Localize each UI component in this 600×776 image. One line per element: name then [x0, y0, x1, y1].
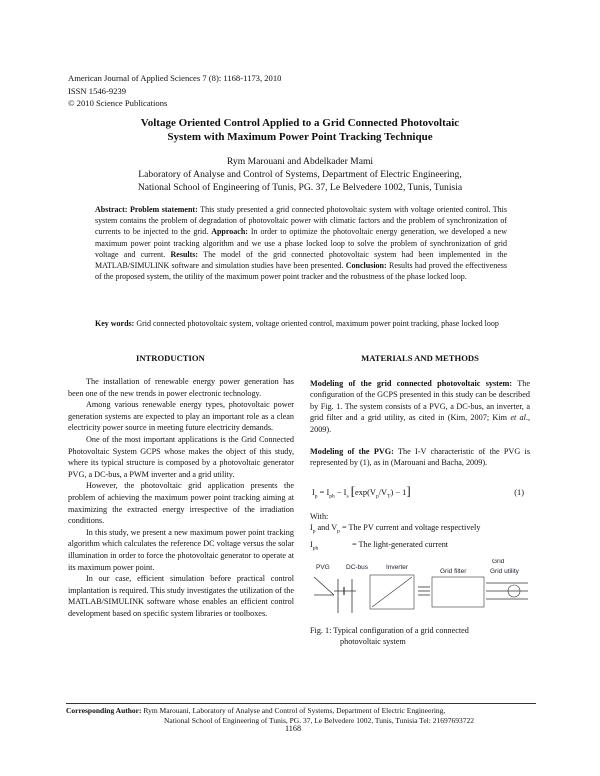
- keywords: [95, 318, 507, 329]
- journal-issn: ISSN 1546-9239: [68, 85, 127, 96]
- fig-label-dc-bus: DC-bus: [346, 563, 369, 571]
- et-al: et al: [510, 413, 526, 423]
- intro-paragraph: One of the most important applications is the Grid Connected Photovoltaic System GCPS whose makes the object of this study, where its typical structure is composed by a photovoltaic generator PVG, a DC-bus, a PWM inverter and a grid utility.: [68, 434, 294, 479]
- gcps-text-b: ., 2009).: [310, 413, 531, 434]
- corresponding-author: [66, 703, 536, 726]
- introduction-body: [68, 376, 294, 619]
- fig-label-pvg: PVG: [316, 563, 330, 571]
- gcps-text-a: The configuration of the GCPS presented in this study can be described by Fig. 1. The system consists of a PVG, a DC-bus, an inverter, a grid filter and a grid utility, as cited in (Kim, 2007; Kim: [310, 378, 530, 423]
- journal-citation: American Journal of Applied Sciences 7 (8): 1168-1173, 2010: [68, 73, 282, 83]
- keywords-label: Key words:: [95, 319, 135, 328]
- symbol-iph: $I_{ph}$: [310, 539, 319, 552]
- symbol-ip-vp: $I_p$ and $V_p$: [310, 523, 340, 535]
- fig-label-inverter: Inverter: [386, 563, 409, 571]
- fig-caption-line-1: Fig. 1: Typical configuration of a grid connected: [310, 625, 469, 635]
- abstract: [95, 204, 507, 282]
- pvg-text: The I-V characteristic of the PVG is represented by (1), as in (Marouani and Bacha, 2009).: [310, 446, 531, 468]
- journal-header: [68, 72, 281, 110]
- corresponding-author-line-2: National School of Engineering of Tunis, PG. 37, Le Belvedere 1002, Tunis, Tunisia Tel: 21697693722: [164, 716, 474, 725]
- definition-ip-vp: [310, 522, 530, 538]
- title-line-2: System with Maximum Power Point Tracking Technique: [167, 131, 433, 143]
- author-block: [60, 155, 540, 194]
- methods-column: [310, 350, 530, 648]
- inverter-diagonal: [372, 577, 412, 607]
- corresponding-author-line-1: Rym Marouani, Laboratory of Analyse and Control of Systems, Department of Electric Engineering,: [143, 706, 446, 715]
- approach-text: In order to optimize the photovoltaic energy generation, we developed a new maximum power point tracking algorithm and we use a phase locked loop to solve the problem of synchronization of grid voltage and current.: [95, 227, 507, 259]
- intro-paragraph: Among various renewable energy types, photovoltaic power generation systems are expected to play an important role as a clean electricity power source in meeting future electricity demands.: [68, 400, 294, 433]
- results-text: The model of the grid connected photovoltaic system had been implemented in the MATLAB/SIMULINK software and simulation studies have been presented.: [95, 249, 508, 271]
- subsection-heading-gcps: Modeling of the grid connected photovoltaic system:: [310, 378, 513, 388]
- title-line-1: Voltage Oriented Control Applied to a Grid Connected Photovoltaic: [140, 117, 460, 129]
- methods-paragraph-2: [310, 446, 530, 469]
- affiliation-line-1: Laboratory of Analyse and Control of Systems, Department of Electric Engineering,: [138, 169, 462, 180]
- conclusion-text: Results had proved the effectiveness of the proposed system, the utility of the maximum power point tracker and the robustness of the phase locked loop.: [95, 261, 508, 282]
- grid-filter-box: [432, 577, 484, 607]
- results-label: Results:: [170, 249, 199, 259]
- methods-paragraph-1: [310, 378, 530, 436]
- fig-caption-line-2: photovoltaic system: [340, 637, 406, 647]
- pvg-panel-line: [314, 577, 334, 595]
- fig-label-grid-utility: Grid utility: [490, 567, 519, 575]
- corresponding-author-label: Corresponding Author:: [66, 706, 142, 715]
- page-number: 1168: [285, 724, 302, 733]
- definition-text-2: = The light-generated current: [352, 539, 449, 549]
- keywords-text: Grid connected photovoltaic system, voltage oriented control, maximum power point tracking, phase locked loop: [136, 319, 499, 328]
- problem-statement-label: Problem statement:: [130, 205, 198, 214]
- intro-paragraph: In our case, efficient simulation before practical control implantation is required. This study investigates the utilization of the MATLAB/SIMULINK software whose enables an efficient control development based on specific system libraries or toolboxes.: [68, 574, 294, 618]
- methods-heading: MATERIALS AND METHODS: [361, 353, 479, 363]
- conclusion-label: Conclusion:: [345, 261, 387, 271]
- problem-statement-text: This study presented a grid connected photovoltaic system with voltage oriented control. This system contains the problem of degradation of photovoltaic power with climatic factors and the problem of synchronization of currents to be injected to the grid.: [95, 205, 508, 237]
- journal-copyright: © 2010 Science Publications: [68, 98, 168, 108]
- equation-formula: $I_p = I_{ph} - I_s$ $[\exp(V_p/V_T) - 1]$: [312, 482, 411, 500]
- equation-number: (1): [514, 487, 524, 497]
- intro-paragraph: In this study, we present a new maximum power point tracking algorithm which calculates the reference DC voltage versus the solar illumination in order to force the photovoltaic generator to operate at its maximum power point.: [68, 527, 294, 572]
- figure-1-caption: [310, 625, 530, 648]
- abstract-label: Abstract:: [95, 205, 128, 214]
- introduction-heading: INTRODUCTION: [136, 353, 205, 363]
- approach-label: Approach:: [211, 227, 248, 237]
- fig-label-grid-filter: Grid filter: [440, 567, 467, 575]
- definition-iph: [310, 539, 530, 555]
- paper-title: [80, 116, 520, 144]
- intro-paragraph: The installation of renewable energy power generation has been one of the new trends in power electronic technology.: [68, 377, 294, 398]
- affiliation-line-2: National School of Engineering of Tunis, PG. 37, Le Belvedere 1002, Tunis, Tunisia: [137, 182, 463, 193]
- equation-1: [310, 479, 530, 505]
- definition-text-1: = The PV current and voltage respectively: [341, 523, 481, 533]
- with-label: With:: [310, 511, 329, 521]
- intro-paragraph: However, the photovoltaic grid application presents the problem of achieving the maximum power point tracking aiming at maximizing the extracted energy irrespective of the irradiation conditions.: [68, 481, 294, 526]
- fig-label-grid: Grid: [492, 558, 505, 565]
- figure-1-diagram: [310, 559, 530, 621]
- subsection-heading-pvg: Modeling of the PVG:: [310, 446, 394, 456]
- author-names: Rym Marouani and Abdelkader Mami: [226, 156, 374, 167]
